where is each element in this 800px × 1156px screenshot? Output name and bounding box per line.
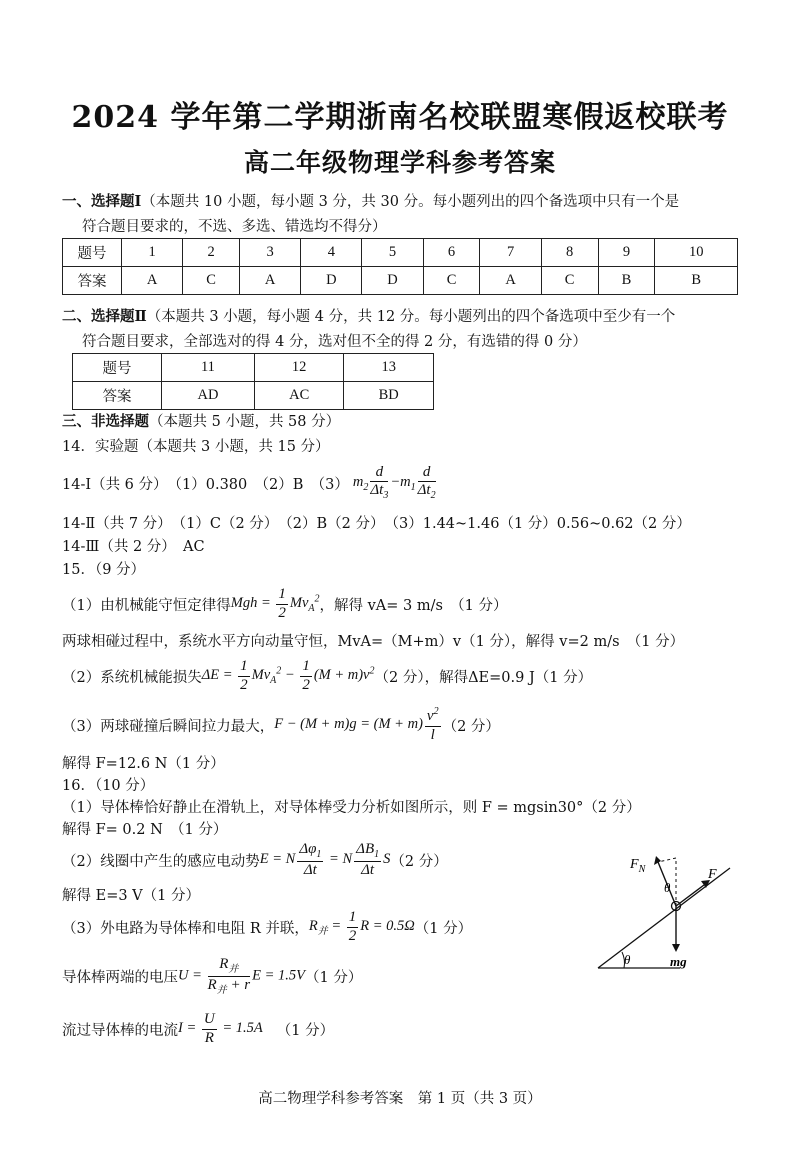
table-cell-number: 10 xyxy=(655,239,738,267)
section2-answer-table xyxy=(72,353,434,410)
q16-line3 xyxy=(62,835,448,885)
table-cell-number: 7 xyxy=(480,239,541,267)
table-cell-answer: BD xyxy=(344,382,434,410)
row-label-number: 题号 xyxy=(73,354,162,382)
theta-bottom-label: θ xyxy=(624,952,631,967)
q16-line7-suffix: （1 分） xyxy=(276,1022,335,1039)
table-cell-number: 5 xyxy=(362,239,423,267)
table-cell-answer: B xyxy=(598,267,655,295)
section3-desc: （本题共 5 小题，共 58 分） xyxy=(149,414,341,430)
table-cell-answer: A xyxy=(480,267,541,295)
row-label-answer: 答案 xyxy=(73,382,162,410)
row-label-answer: 答案 xyxy=(63,267,122,295)
q15-loss-formula: ΔE = $\frac{1}{2}$ $Mv_A^2$ − $\frac{1}{2}$ $(M + m)v^2$ xyxy=(201,658,375,693)
q16-line2: 解得 F= 0.2 N （1 分） xyxy=(62,822,228,838)
q15-line1-suffix: ，解得 vA= 3 m/s （1 分） xyxy=(319,597,508,614)
table-cell-number: 12 xyxy=(254,354,344,382)
q16-line6-prefix: 导体棒两端的电压 xyxy=(62,969,178,986)
table-cell-number: 3 xyxy=(240,239,301,267)
section2-desc2: 符合题目要求，全部选对的得 4 分，选对但不全的得 2 分，有选错的得 0 分） xyxy=(82,334,587,350)
q16-voltage-formula: U = $\frac{R_并}{R_并 + r}$ E = 1.5V xyxy=(178,956,306,996)
q15-line4-prefix: （3）两球碰撞后瞬间拉力最大， xyxy=(62,718,275,735)
row-label-number: 题号 xyxy=(63,239,122,267)
table-cell-number: 4 xyxy=(301,239,362,267)
fn-subscript: N xyxy=(638,864,646,875)
table-cell-answer: AD xyxy=(162,382,255,410)
section2-desc1: （本题共 3 小题，每小题 4 分，共 12 分。每小题列出的四个备选项中至少有一个 xyxy=(146,309,676,325)
q16-line3-suffix: （2 分） xyxy=(390,853,448,870)
q16-emf-formula: E = N $\frac{\Delta\varphi_1}{\Delta t}$ = N $\frac{\Delta B_1}{\Delta t}$ S xyxy=(259,841,391,878)
table-cell-number: 6 xyxy=(423,239,480,267)
q15-line4 xyxy=(62,700,500,750)
q16-line3-prefix: （2）线圈中产生的感应电动势 xyxy=(62,853,260,870)
fn-label xyxy=(629,857,647,875)
table-cell-number: 11 xyxy=(162,354,255,382)
section1-line1 xyxy=(62,190,679,211)
q15-line1 xyxy=(62,580,508,628)
q14-part3: 14-Ⅲ（共 2 分） AC xyxy=(62,539,205,555)
page-footer: 高二物理学科参考答案 第 1 页（共 3 页） xyxy=(258,1091,542,1107)
q16-line7-prefix: 流过导体棒的电流 xyxy=(62,1022,178,1039)
table-cell-answer: C xyxy=(183,267,240,295)
dashed-component-line xyxy=(658,858,676,862)
section1-answer-table xyxy=(62,238,738,295)
q15-line3-prefix: （2）系统机械能损失 xyxy=(62,669,202,686)
q15-line3 xyxy=(62,652,592,700)
page-title: 2024 学年第二学期浙南名校联盟寒假返校联考 xyxy=(71,100,729,135)
table-cell-number: 9 xyxy=(598,239,655,267)
q14-part2: 14-Ⅱ（共 7 分） （1）C（2 分） （2）B（2 分） （3）1.44~1.46（1 分）0.56~0.62（2 分） xyxy=(62,516,691,532)
q16-heading: 16．（10 分） xyxy=(62,778,155,794)
q16-line4: 解得 E=3 V（1 分） xyxy=(62,888,200,904)
q16-line5-suffix: （1 分） xyxy=(414,920,473,937)
table-row xyxy=(73,354,434,382)
section1-desc2: 符合题目要求的，不选、多选、错选均不得分） xyxy=(82,219,387,235)
table-row xyxy=(63,239,738,267)
applied-force-vector xyxy=(676,885,704,906)
q15-line4-suffix: （2 分） xyxy=(442,718,500,735)
q16-current-formula: I = $\frac{U}{R}$ = 1.5A xyxy=(178,1011,263,1046)
table-cell-answer: C xyxy=(541,267,598,295)
q14-heading: 14．实验题（本题共 3 小题，共 15 分） xyxy=(62,439,330,455)
theta-top-label: θ xyxy=(664,880,671,895)
q16-line7 xyxy=(62,1004,334,1054)
table-cell-answer: A xyxy=(240,267,301,295)
table-cell-number: 1 xyxy=(122,239,183,267)
q16-line6-suffix: （1 分） xyxy=(305,969,363,986)
table-cell-number: 8 xyxy=(541,239,598,267)
table-cell-answer: AC xyxy=(254,382,344,410)
page-subtitle: 高二年级物理学科参考答案 xyxy=(243,148,556,177)
table-cell-answer: A xyxy=(122,267,183,295)
section2-heading: 二、选择题Ⅱ xyxy=(62,308,147,325)
table-row xyxy=(73,382,434,410)
section2-line1 xyxy=(62,305,675,326)
section1-heading: 一、选择题Ⅰ xyxy=(62,193,142,210)
q16-line1: （1）导体棒恰好静止在滑轨上，对导体棒受力分析如图所示，则 F = mgsin30°（2 分） xyxy=(62,800,641,816)
section3-line xyxy=(62,410,340,431)
q15-tension-formula: F − (M + m)g = (M + m) $\frac{v^2}{l}$ xyxy=(274,706,439,743)
section3-heading: 三、非选择题 xyxy=(62,413,149,430)
table-cell-number: 2 xyxy=(183,239,240,267)
mg-label: mg xyxy=(670,954,687,969)
q16-line6 xyxy=(62,950,362,1002)
q16-line5-prefix: （3）外电路为导体棒和电阻 R 并联， xyxy=(62,920,309,937)
fn-main: F xyxy=(630,857,639,872)
q14-part1 xyxy=(62,458,438,508)
q16-parallel-formula: $R_并$ = $\frac{1}{2}$ R = 0.5Ω xyxy=(308,909,415,944)
q15-line2: 两球相碰过程中，系统水平方向动量守恒，MvA=（M+m）v（1 分），解得 v=2 m/s （1 分） xyxy=(62,634,685,650)
q14-part1-text: 14-Ⅰ（共 6 分） （1）0.380 （2）B （3） xyxy=(62,476,349,493)
q15-line1-prefix: （1）由机械能守恒定律得 xyxy=(62,597,231,614)
gravity-arrowhead xyxy=(672,944,680,952)
normal-force-arrowhead xyxy=(654,856,661,865)
q14-formula: $m_2$ $\frac{d}{\Delta t_3}$ $-m_1$ $\frac{d}{\Delta t_2}$ xyxy=(352,464,436,502)
force-diagram xyxy=(590,840,750,980)
f-label: F xyxy=(708,867,717,882)
q15-energy-formula: Mgh = $\frac{1}{2}$ $Mv_A^2$ xyxy=(230,586,320,621)
table-row xyxy=(63,267,738,295)
section1-desc1: （本题共 10 小题，每小题 3 分，共 30 分。每小题列出的四个备选项中只有一个是 xyxy=(141,194,680,210)
q16-line5 xyxy=(62,903,472,951)
table-cell-answer: B xyxy=(655,267,738,295)
q15-heading: 15．（9 分） xyxy=(62,562,146,578)
table-cell-answer: D xyxy=(362,267,423,295)
table-cell-number: 13 xyxy=(344,354,434,382)
table-cell-answer: D xyxy=(301,267,362,295)
q15-line5: 解得 F=12.6 N（1 分） xyxy=(62,756,225,772)
q15-line3-suffix: （2 分），解得ΔE=0.9 J（1 分） xyxy=(374,669,593,686)
table-cell-answer: C xyxy=(423,267,480,295)
